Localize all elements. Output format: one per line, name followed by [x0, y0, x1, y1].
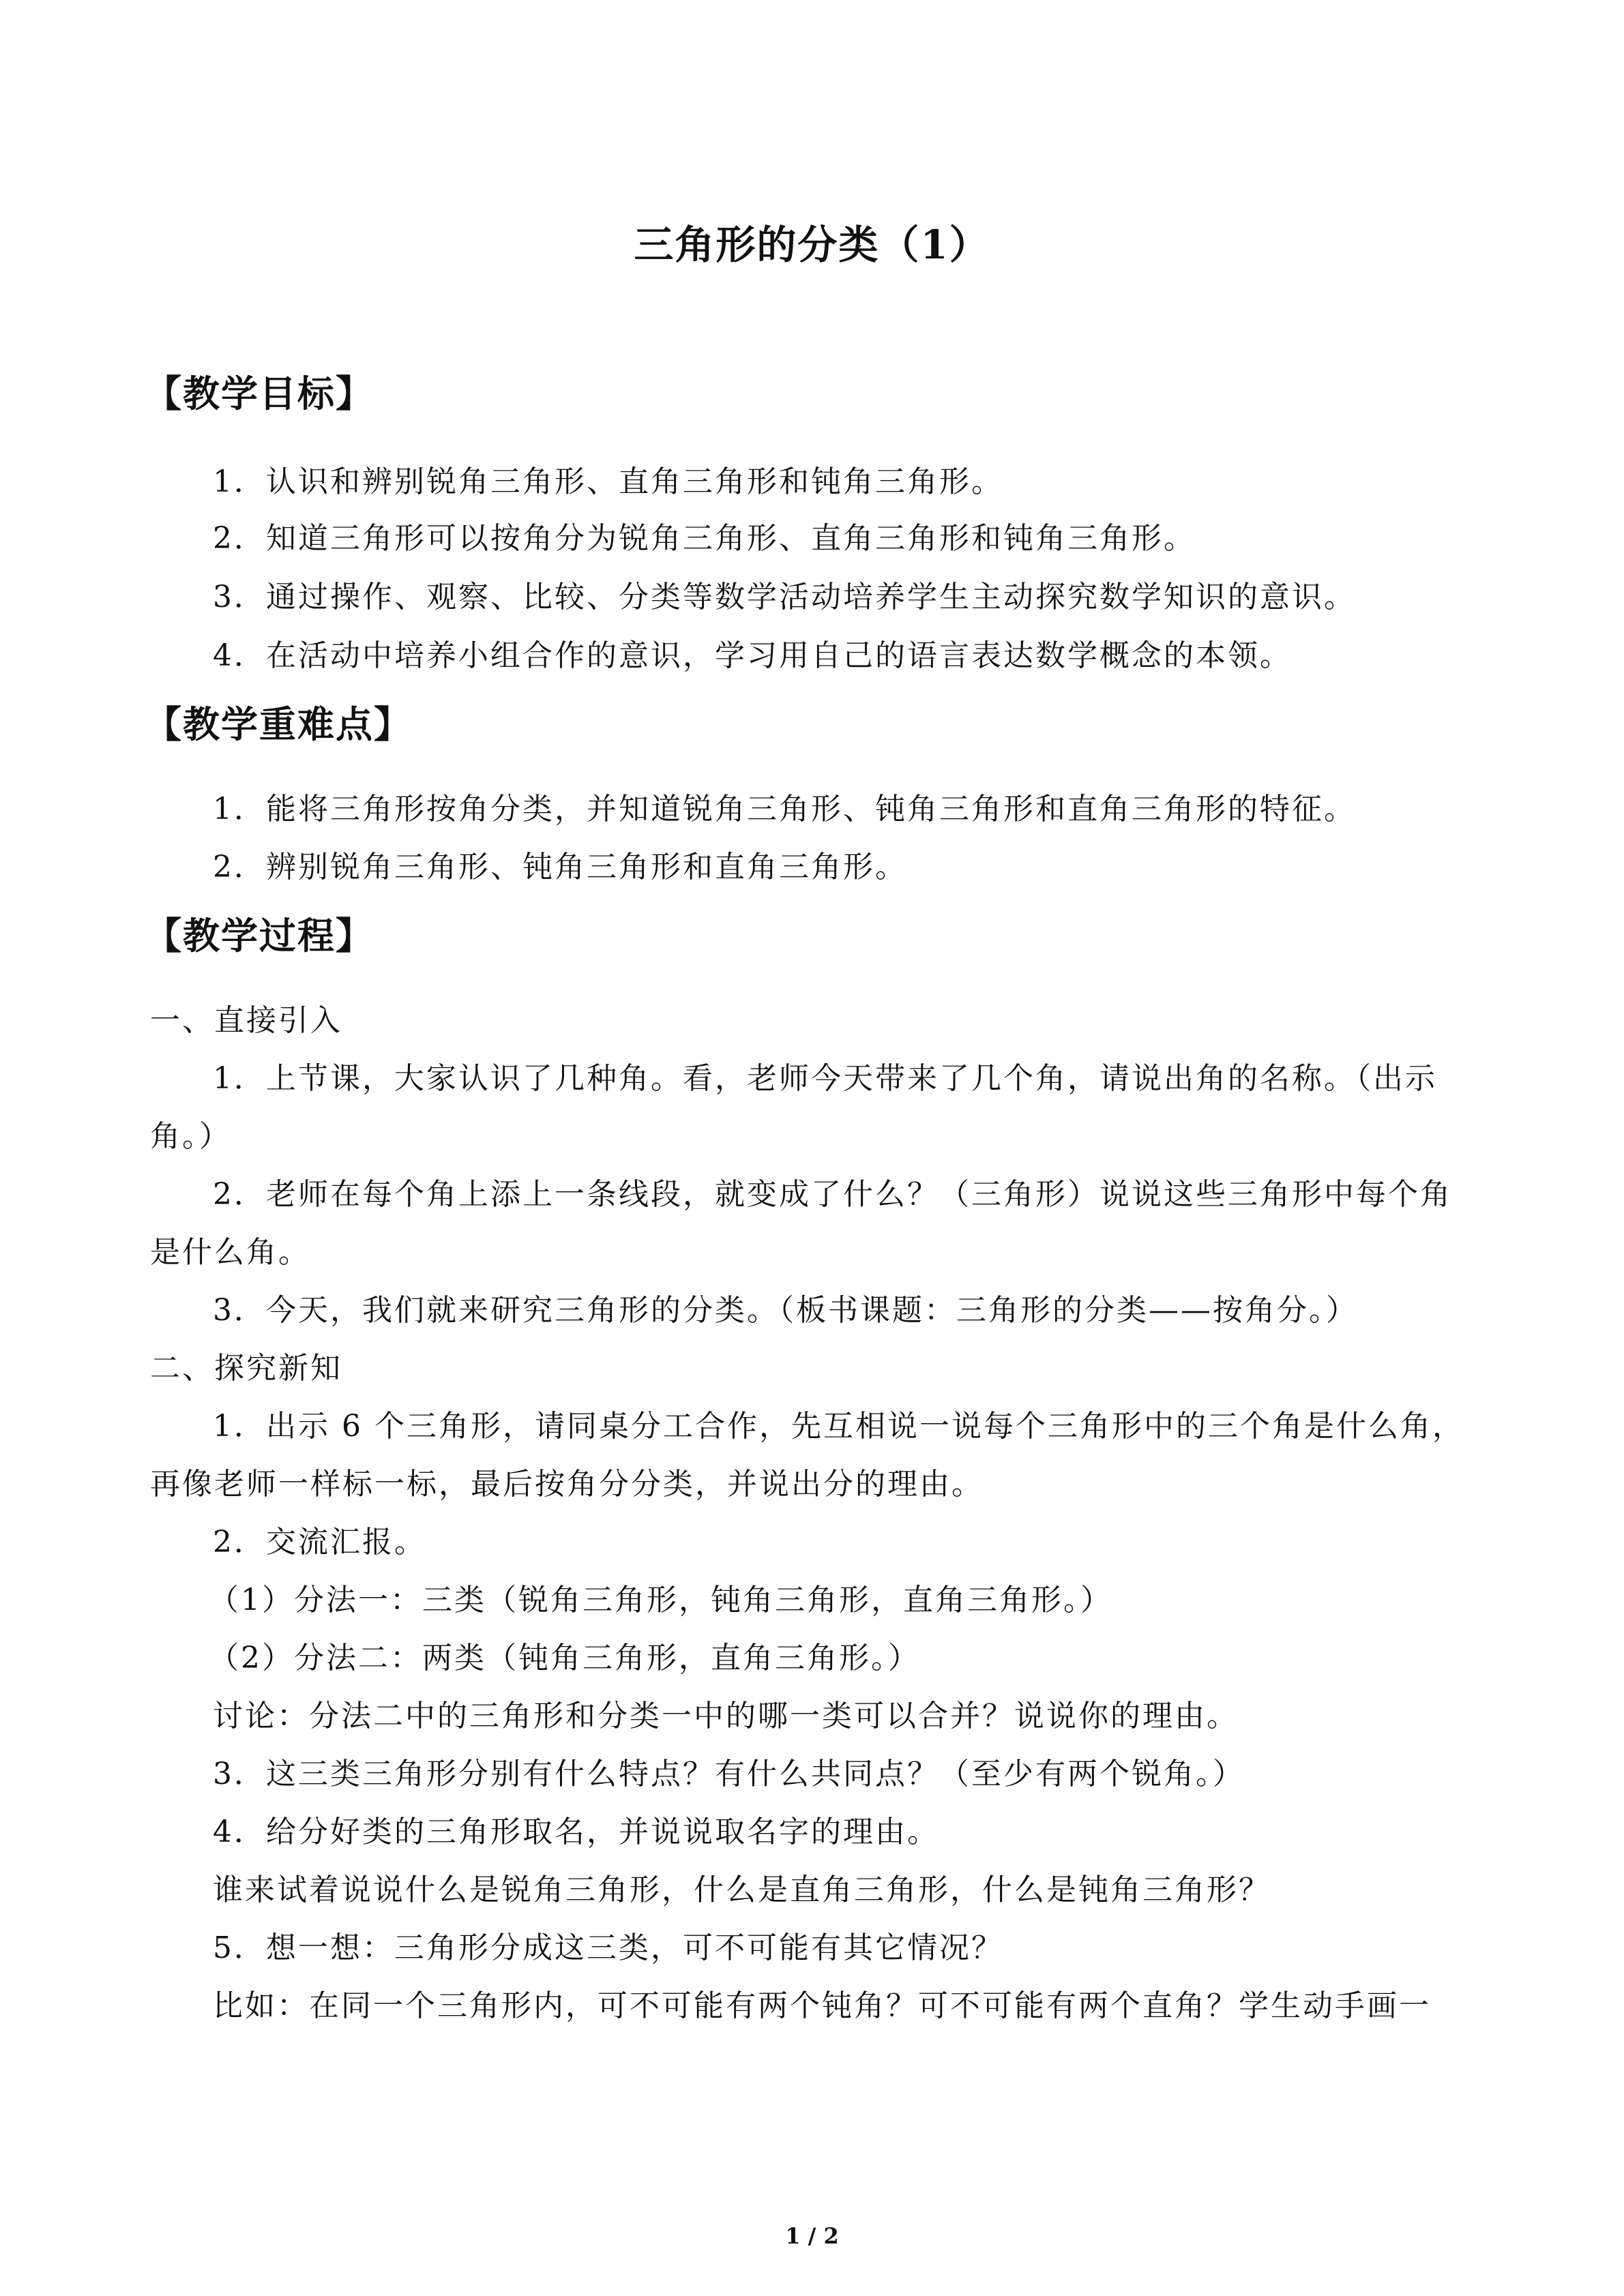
paragraph-line: 再像老师一样标一标，最后按角分分类，并说出分的理由。: [150, 1467, 984, 1502]
paragraph-line: 2．交流汇报。: [213, 1525, 426, 1560]
paragraph-line: 1．出示 6 个三角形，请同桌分工合作，先互相说一说每个三角形中的三个角是什么角，: [213, 1409, 1464, 1444]
paragraph-line: 比如：在同一个三角形内，可不可能有两个钝角？可不可能有两个直角？学生动手画一: [213, 1988, 1431, 2023]
objective-item: 1．认识和辨别锐角三角形、直角三角形和钝角三角形。: [213, 464, 1003, 499]
paragraph-line: （1）分法一：三类（锐角三角形，钝角三角形，直角三角形。）: [209, 1583, 1112, 1617]
section-heading-process: 【教学过程】: [145, 914, 374, 957]
objective-item: 2．知道三角形可以按角分为锐角三角形、直角三角形和钝角三角形。: [213, 521, 1196, 556]
paragraph-line: 4．给分好类的三角形取名，并说说取名字的理由。: [213, 1815, 939, 1849]
part-title: 一、直接引入: [150, 1003, 342, 1038]
section-heading-objectives: 【教学目标】: [145, 372, 374, 415]
objective-item: 3．通过操作、观察、比较、分类等数学活动培养学生主动探究数学知识的意识。: [213, 580, 1356, 614]
paragraph-line: 角。）: [150, 1119, 231, 1154]
objective-item: 4．在活动中培养小组合作的意识，学习用自己的语言表达数学概念的本领。: [213, 638, 1292, 673]
paragraph-line: （2）分法二：两类（钝角三角形，直角三角形。）: [209, 1641, 920, 1675]
paragraph-line: 3．这三类三角形分别有什么特点？有什么共同点？（至少有两个锐角。）: [213, 1757, 1245, 1791]
paragraph-line: 3．今天，我们就来研究三角形的分类。（板书课题：三角形的分类——按角分。）: [213, 1293, 1358, 1328]
page-title: 三角形的分类（1）: [634, 222, 990, 268]
paragraph-line: 5．想一想：三角形分成这三类，可不可能有其它情况？: [213, 1930, 1003, 1965]
paragraph-line: 1．上节课，大家认识了几种角。看，老师今天带来了几个角，请说出角的名称。（出示: [213, 1061, 1437, 1096]
paragraph-line: 2．老师在每个角上添上一条线段，就变成了什么？（三角形）说说这些三角形中每个角: [213, 1177, 1452, 1212]
paragraph-line: 讨论：分法二中的三角形和分类一中的哪一类可以合并？说说你的理由。: [213, 1699, 1239, 1733]
keypoint-item: 1．能将三角形按角分类，并知道锐角三角形、钝角三角形和直角三角形的特征。: [213, 792, 1356, 826]
section-heading-keypoints: 【教学重难点】: [145, 702, 412, 746]
keypoint-item: 2．辨别锐角三角形、钝角三角形和直角三角形。: [213, 850, 907, 884]
paragraph-line: 是什么角。: [150, 1235, 310, 1270]
paragraph-line: 谁来试着说说什么是锐角三角形，什么是直角三角形，什么是钝角三角形？: [213, 1873, 1271, 1907]
part-title: 二、探究新知: [150, 1351, 342, 1386]
page-number: 1 / 2: [785, 2223, 839, 2249]
